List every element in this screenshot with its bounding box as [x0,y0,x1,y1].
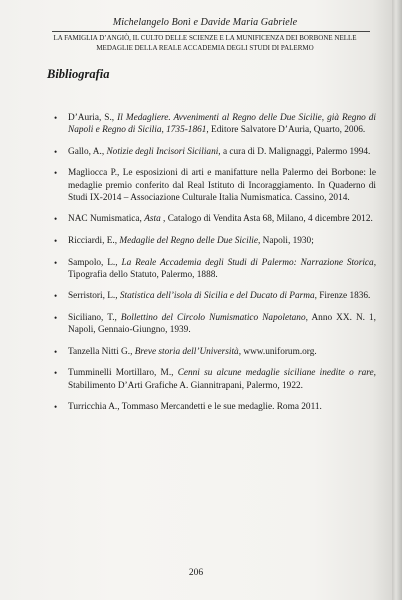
bullet-icon: • [54,214,58,225]
entry-text: Stabilimento D’Arti Grafiche A. Giannitrapani, Palermo, 1922. [68,380,303,391]
subtitle-line: LA FAMIGLIA D’ANGIÒ, IL CULTO DELLE SCIENZE E LA MUNIFICENZA DEI BORBONE NELLE [53,34,357,42]
entry-text: , Tipografia dello Statuto, Palermo, 1888. [68,257,377,280]
entry-text: Sampolo, L., [68,257,122,268]
entry-title: Statistica dell’isola di Sicilia e del Ducato di Parma [119,291,315,302]
bibliography-entry [54,167,376,204]
bibliography-entry [54,346,376,358]
bullet-icon: • [54,168,58,179]
entry-text: Magliocca P., Le esposizioni di arti e manifatture nella Palermo dei Borbone: le medaglie premio conferito dal Real Istituto di Incoraggiamento. In Quaderno di Studi IX-2014 – Associazione Culturale Italia Numismatica. Cassino, 2014. [68,168,376,203]
entry-text: , www.uniforum.org. [238,346,317,357]
bibliography-list [54,112,376,423]
entry-text: , a cura di D. Malignaggi, Palermo 1994. [218,146,371,157]
page-number: 206 [188,568,204,578]
entry-text: , Editore Salvatore D’Auria, Quarto, 2006. [206,125,366,136]
subtitle-line: MEDAGLIE DELLA REALE ACCADEMIA DEGLI STUDI DI PALERMO [96,44,314,52]
entry-text: D’Auria, S., [68,113,118,123]
bibliography-entry [54,257,376,281]
entry-text: , Anno XX. N. 1, Napoli, Gennaio-Giungno, 1939. [68,312,376,336]
entry-title: Medaglie del Regno delle Due Sicilie [119,235,259,246]
entry-text: , Firenze 1836. [314,291,371,302]
bibliography-entry [54,146,376,158]
entry-title: Notizie degli Incisori Siciliani [106,146,219,157]
entry-text: Ricciardi, E., [68,235,120,246]
bibliography-entry [54,401,376,413]
bullet-icon: • [54,402,58,413]
bullet-icon: • [54,291,58,302]
bibliography-entry [54,213,376,225]
entry-text: Gallo, A., [68,146,107,157]
bibliography-entry [54,290,376,302]
header-rule [52,31,370,32]
bullet-icon: • [54,257,58,268]
bullet-icon: • [54,235,58,246]
entry-text: NAC Numismatica, [68,214,145,225]
bibliography-entry [54,235,376,247]
section-title: Bibliografia [47,67,110,81]
entry-title: Breve storia dell’Università [134,346,239,357]
entry-title: La Reale Accademia degli Studi di Palermo: Narrazione Storica [121,257,374,268]
bibliography-entry [54,112,376,136]
page-edge [392,0,402,600]
bibliography-entry [54,367,376,391]
bullet-icon: • [54,346,58,357]
entry-title: Asta [144,214,161,225]
entry-text: Turricchia A., Tommaso Mercandetti e le sue medaglie. Roma 2011. [68,402,322,413]
entry-text: , Napoli, 1930; [258,235,314,246]
entry-title: Il Medagliere. Avvenimenti al Regno delle Due Sicilie, già Regno di Napoli e Regno di Sicilia, 1735-1861 [68,113,376,136]
entry-text: , Catalogo di Vendita Asta 68, Milano, 4 dicembre 2012. [160,214,373,225]
entry-text: Serristori, L., [68,291,120,302]
running-head-authors: Michelangelo Bonì e Davide Maria Gabriele [112,17,298,28]
entry-title: Cenni su alcune medaglie siciliane inedite o rare, [177,368,376,379]
entry-title: Bollettino del Circolo Numismatico Napoletano [120,312,306,323]
entry-text: Siciliano, T., [68,312,121,323]
bibliography-entry [54,312,376,336]
bullet-icon: • [54,113,58,123]
entry-text: Tumminelli Mortillaro, M., [68,368,178,379]
bullet-icon: • [54,146,58,157]
bullet-icon: • [54,368,58,379]
entry-text: Tanzella Nitti G., [68,346,135,357]
bullet-icon: • [54,312,58,323]
running-head-subtitle [30,33,380,53]
